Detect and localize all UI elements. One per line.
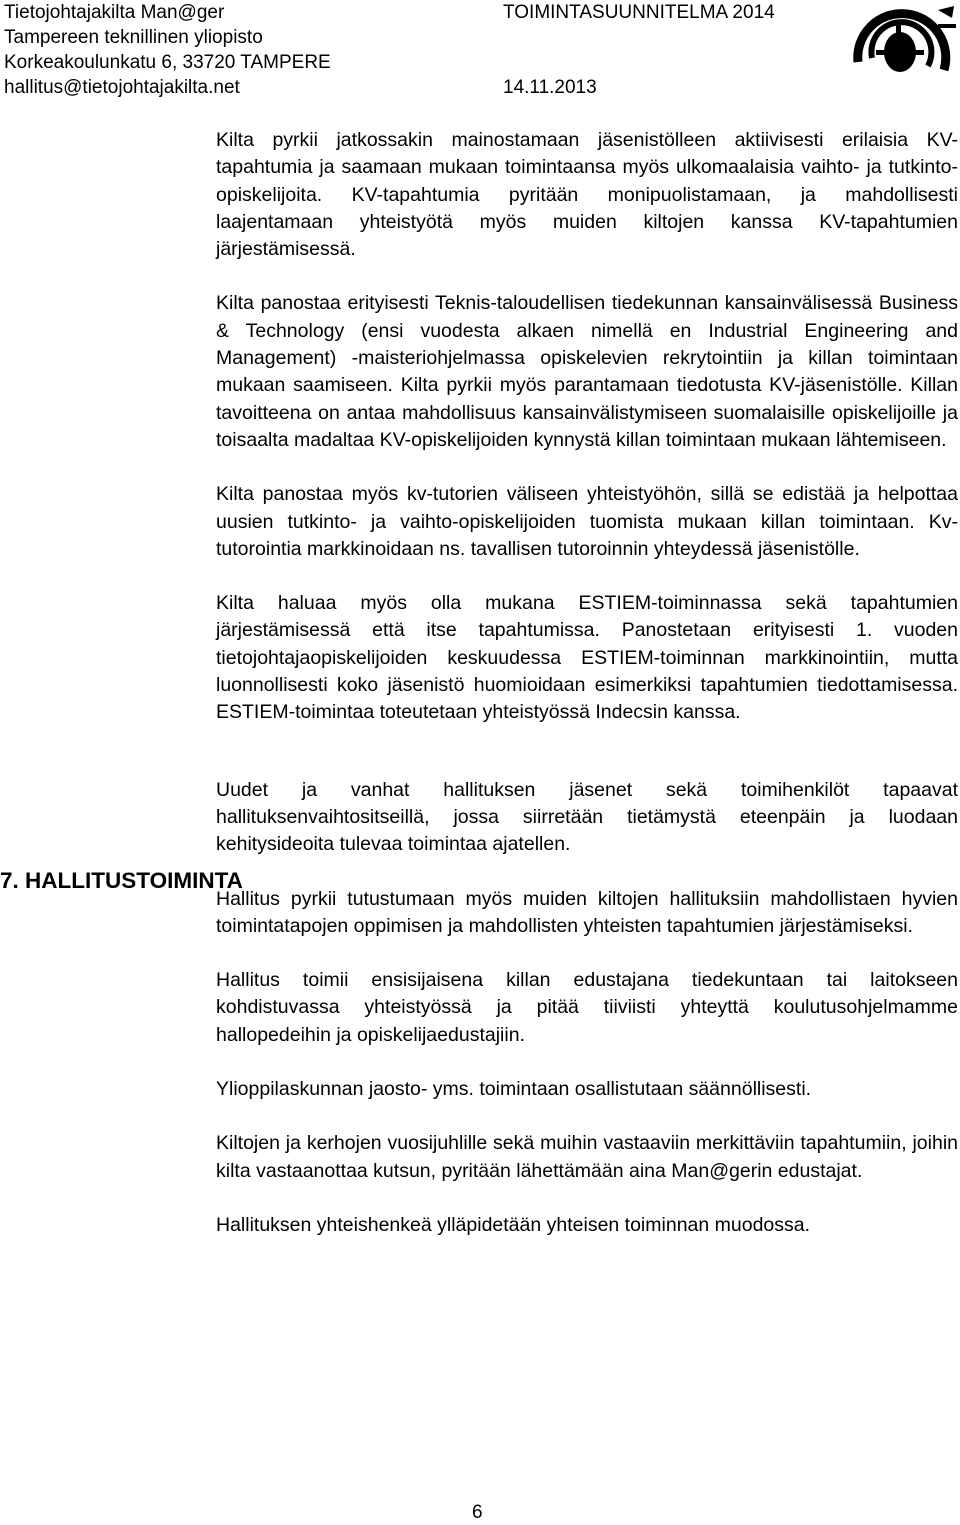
address: Korkeakoulunkatu 6, 33720 TAMPERE	[4, 52, 331, 73]
paragraph: Hallitus toimii ensisijaisena killan edustajana tiedekuntaan tai laitokseen kohdistuvassa yhteistyössä ja pitää tiiviisti yhteyttä koulutusohjelmamme hallopedeihin ja opiskelijaedustajiin.	[216, 969, 958, 1046]
email: hallitus@tietojohtajakilta.net	[4, 77, 240, 98]
paragraph: Hallitus pyrkii tutustumaan myös muiden kiltojen hallituksiin mahdollistaen hyvien toimintatapojen oppimisen ja mahdollisten yhteisten tapahtumien järjestämiseksi.	[216, 887, 958, 937]
section-heading: 7. HALLITUSTOIMINTA	[0, 868, 243, 893]
document-date: 14.11.2013	[503, 77, 597, 98]
header-left	[4, 0, 331, 100]
header-right	[503, 0, 775, 100]
page-number: 6	[472, 1502, 483, 1523]
guild-emblem-icon	[842, 0, 960, 92]
document-title: TOIMINTASUUNNITELMA 2014	[503, 2, 775, 23]
body-text	[216, 127, 958, 1266]
paragraph: Kilta panostaa myös kv-tutorien väliseen yhteistyöhön, sillä se edistää ja helpottaa uusien tutkinto- ja vaihto-opiskelijoiden tuomista mukaan killan toimintaan. Kv-tutorointia markkinoidaan ns. tavallisen tutoroinnin yhteydessä jäsenistölle.	[216, 483, 958, 560]
university-name: Tampereen teknillinen yliopisto	[4, 27, 263, 48]
paragraph: Kilta panostaa erityisesti Teknis-taloudellisen tiedekunnan kansainvälisessä Business & Technology (ensi vuodesta alkaen nimellä en Industrial Engineering and Management) -maisteriohjelmassa opiskelevien rekrytointiin ja killan toimintaan mukaan saamiseen. Kilta pyrkii myös parantamaan tiedotusta KV-jäsenistölle. Killan tavoitteena on antaa mahdollisuus kansainvälistymiseen suomalaisille opiskelijoille ja toisaalta madaltaa KV-opiskelijoiden kynnystä killan toimintaan mukaan lähtemiseen.	[216, 292, 958, 451]
paragraph: Kiltojen ja kerhojen vuosijuhlille sekä muihin vastaaviin merkittäviin tapahtumiin, joihin kilta vastaanottaa kutsun, pyritään lähettämään aina Man@gerin edustajat.	[216, 1132, 958, 1182]
paragraph: Uudet ja vanhat hallituksen jäsenet sekä toimihenkilöt tapaavat hallituksenvaihtositseillä, jossa siirretään tietämystä eteenpäin ja luodaan kehitysideoita tulevaa toimintaa ajatellen.	[216, 778, 958, 856]
paragraph: Ylioppilaskunnan jaosto- yms. toimintaan osallistutaan säännöllisesti.	[216, 1078, 812, 1101]
paragraph: Hallituksen yhteishenkeä ylläpidetään yhteisen toiminnan muodossa.	[216, 1213, 811, 1236]
paragraph: Kilta pyrkii jatkossakin mainostamaan jäsenistölleen aktiivisesti erilaisia KV-tapahtumia ja saamaan mukaan toimintaansa myös ulkomaalaisia vaihto- ja tutkinto-opiskelijoita. KV-tapahtumia pyritään monipuolistamaan, ja mahdollisesti laajentamaan yhteistyötä myös muiden kiltojen kanssa KV-tapahtumien järjestämisessä.	[216, 129, 958, 261]
org-name: Tietojohtajakilta Man@ger	[4, 2, 225, 23]
paragraph: Kilta haluaa myös olla mukana ESTIEM-toiminnassa sekä tapahtumien järjestämisessä että itse tapahtumissa. Panostetaan erityisesti 1. vuoden tietojohtajaopiskelijoiden keskuudessa ESTIEM-toiminnan markkinointiin, mutta luonnollisesti koko jäsenistö huomioidaan esimerkiksi tapahtumien tiedottamisessa. ESTIEM-toimintaa toteutetaan yhteistyössä Indecsin kanssa.	[216, 592, 958, 724]
